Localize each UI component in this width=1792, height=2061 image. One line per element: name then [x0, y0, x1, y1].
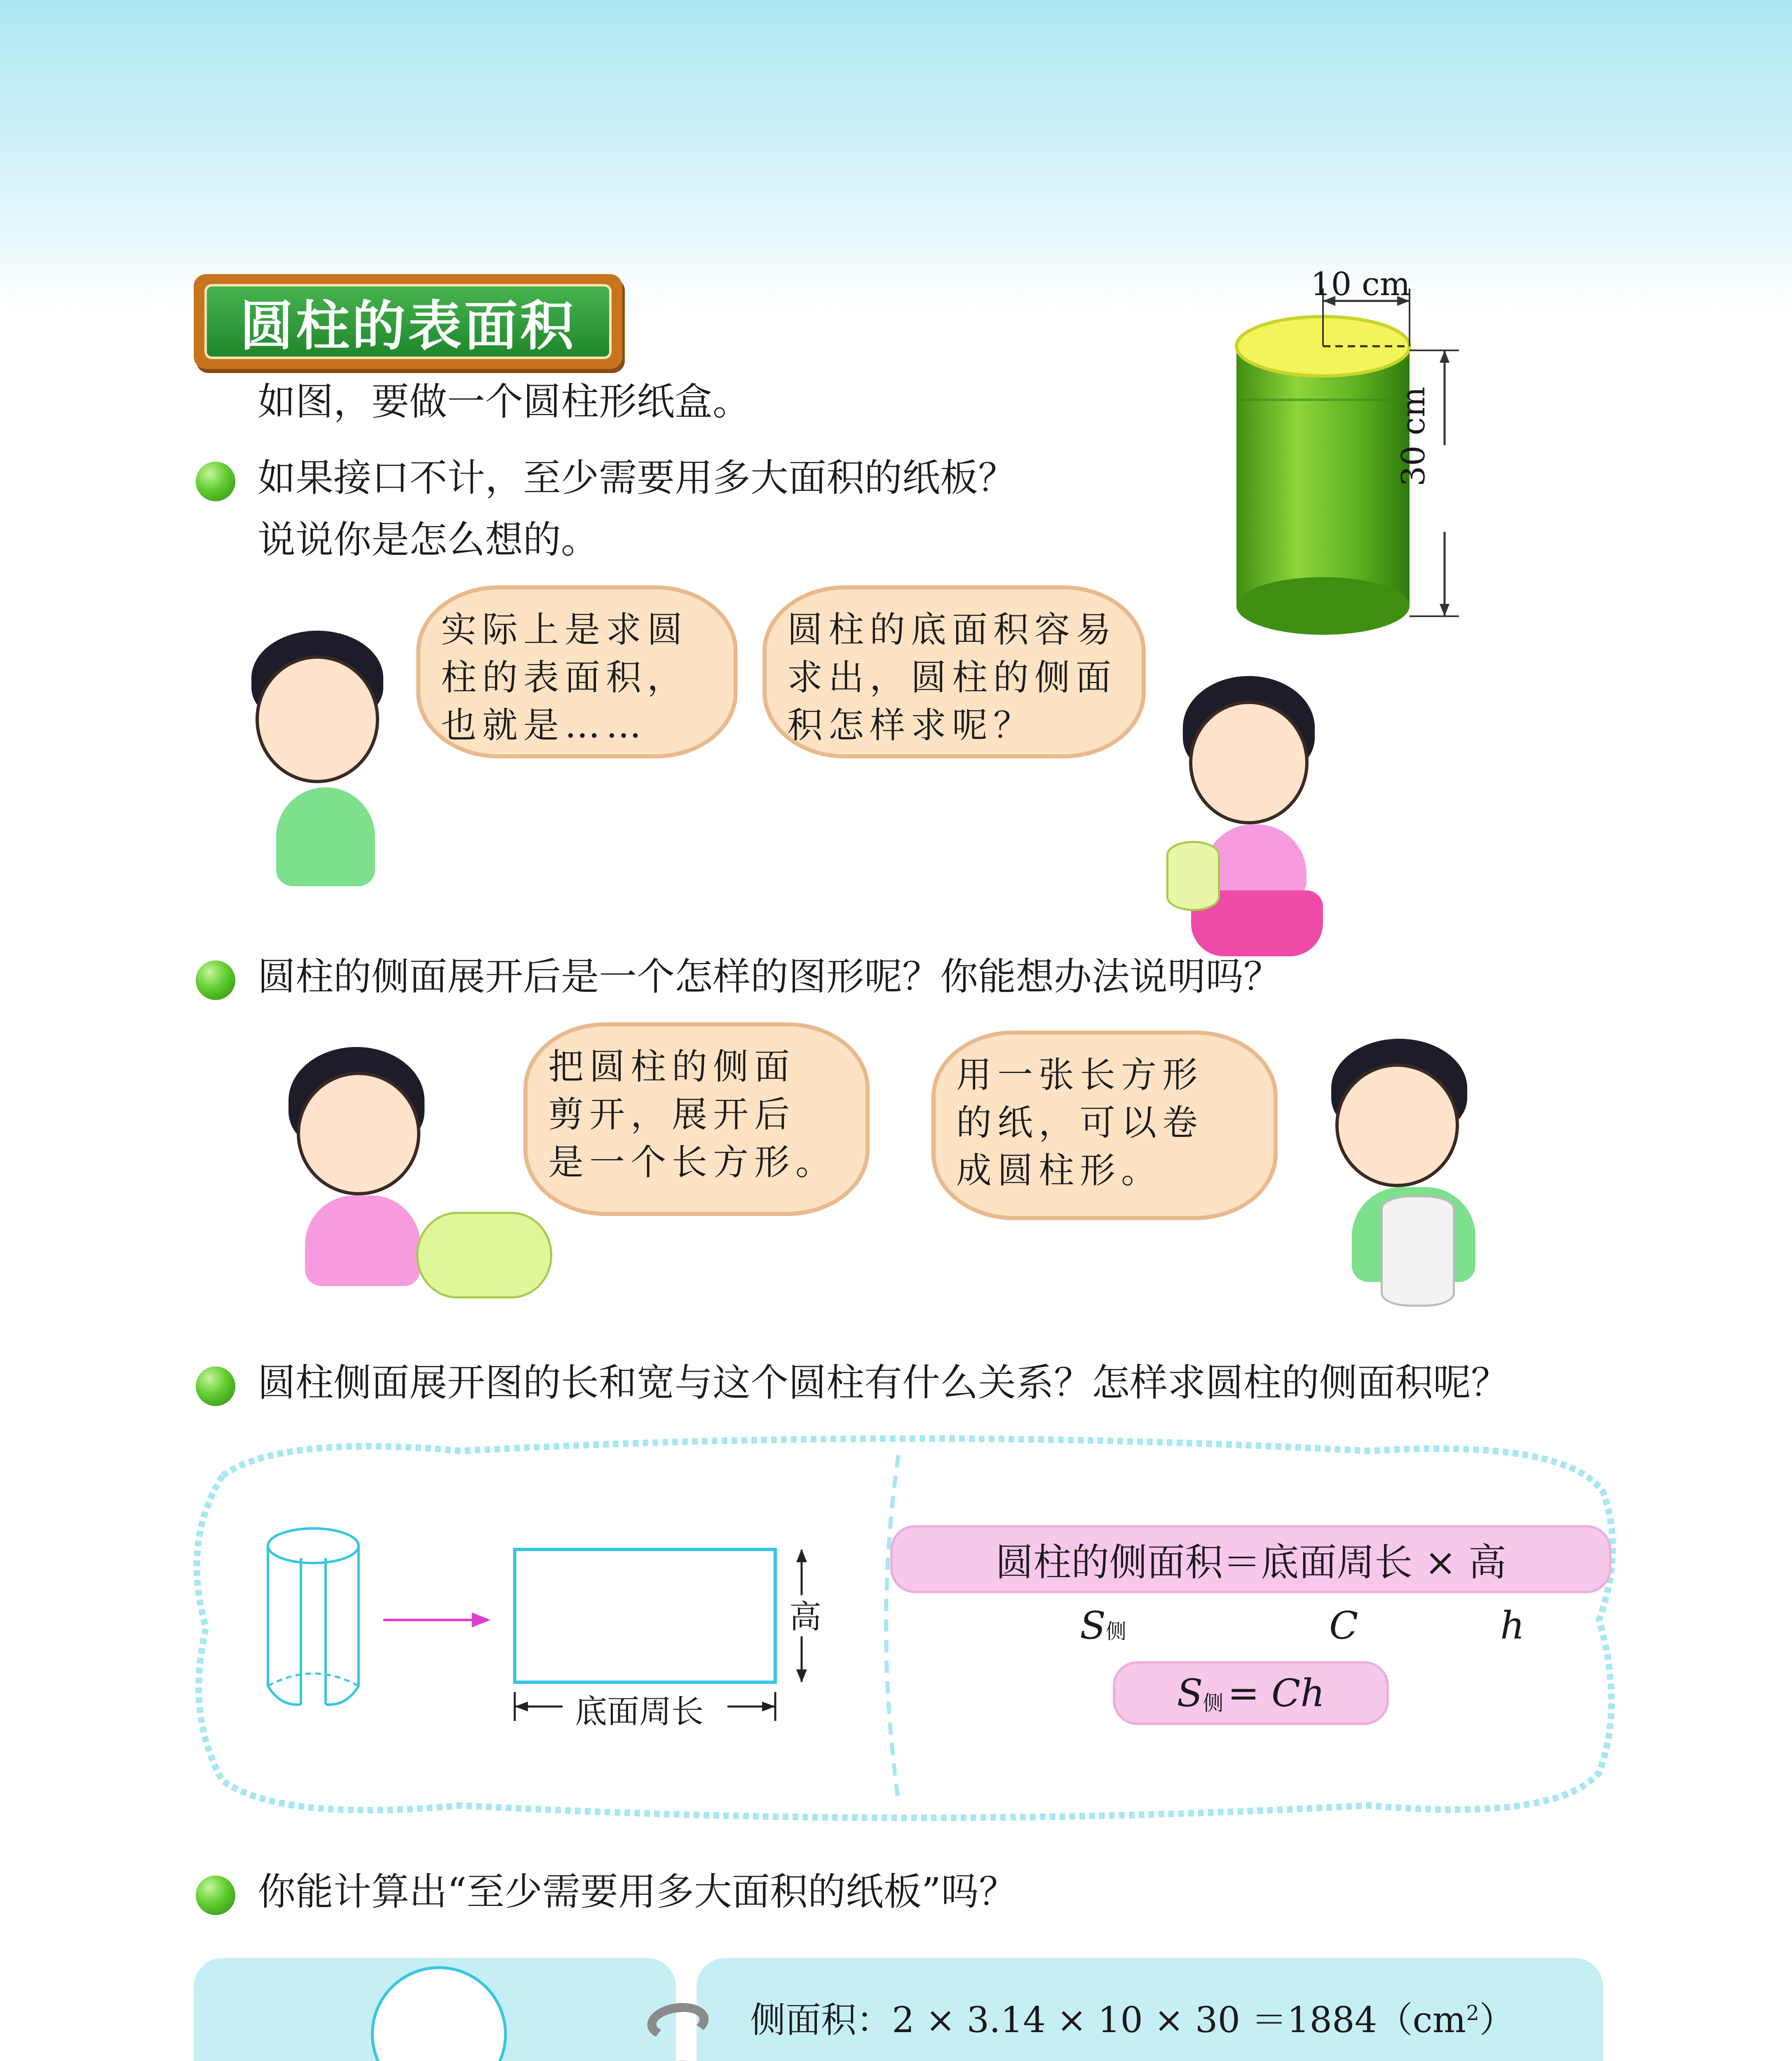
question-bullet-icon [196, 1876, 235, 1915]
boy-illustration [235, 631, 408, 903]
bubble-text: 是一个长方形。 [548, 1142, 837, 1183]
section-title: 圆柱的表面积 [204, 284, 612, 359]
question-2: 圆柱的侧面展开后是一个怎样的图形呢？你能想办法说明吗？ [258, 955, 1282, 999]
net-panel [194, 1958, 676, 2061]
side-area-close: ） [1479, 2000, 1515, 2041]
question-bullet-icon [196, 960, 235, 1000]
formula-equation [1113, 1661, 1389, 1725]
bubble-text: 积怎样求呢？ [787, 705, 1034, 746]
bubble-text: 求出，圆柱的侧面 [787, 657, 1117, 699]
question-bullet-icon [196, 462, 235, 501]
symbol-s: S [1080, 1603, 1106, 1648]
girl-illustration [1166, 676, 1339, 956]
bubble-text: 也就是…… [441, 705, 647, 746]
formula-symbol-c: C [1329, 1603, 1358, 1648]
eq-s: S [1177, 1671, 1203, 1715]
side-area-expression: 2 × 3.14 × 10 × 30 ＝1884（cm [892, 2000, 1466, 2041]
eq-subscript: 侧 [1203, 1691, 1224, 1715]
bubble-text: 剪开，展开后 [548, 1094, 795, 1136]
question-3: 圆柱侧面展开图的长和宽与这个圆柱有什么关系？怎样求圆柱的侧面积呢？ [258, 1361, 1509, 1405]
notebook-rings [639, 2003, 721, 2061]
header-band [0, 0, 1792, 313]
cylinder-body [1236, 346, 1410, 606]
unrolled-rectangle [513, 1548, 777, 1684]
eq-rhs: = Ch [1227, 1671, 1325, 1715]
bubble-text: 成圆柱形。 [956, 1150, 1162, 1192]
bubble-text: 的纸，可以卷 [956, 1102, 1203, 1144]
symbol-subscript: 侧 [1106, 1620, 1127, 1643]
ring-icon [645, 2057, 711, 2061]
speech-bubble-boy-1 [416, 585, 738, 758]
formula-words: 圆柱的侧面积＝底面周长 × 高 [890, 1525, 1611, 1593]
question-1-line-1: 如果接口不计，至少需要用多大面积的纸板？ [258, 456, 1016, 500]
question-1-line-2: 说说你是怎么想的。 [258, 518, 599, 562]
formula-symbol-h: h [1500, 1603, 1525, 1648]
question-bullet-icon [196, 1366, 235, 1406]
cylinder-bottom [1236, 577, 1410, 635]
speech-bubble-boy-2 [931, 1030, 1278, 1220]
arrow-right-icon [379, 1608, 495, 1632]
unit-superscript: 2 [1466, 2001, 1479, 2025]
section-title-plaque [194, 274, 622, 369]
girl-cutting-illustration [280, 1047, 561, 1303]
intro-text: 如图，要做一个圆柱形纸盒。 [258, 380, 751, 424]
open-cylinder-diagram [251, 1521, 375, 1715]
bubble-text: 实际上是求圆 [441, 609, 688, 650]
cylinder-illustration [1212, 264, 1500, 660]
bubble-text: 把圆柱的侧面 [548, 1046, 795, 1087]
side-area-row [750, 1999, 1515, 2042]
diagram-base-label: 底面周长 [575, 1693, 704, 1730]
ring-icon [645, 1999, 711, 2045]
boy-rolling-illustration [1319, 1039, 1500, 1303]
diameter-label: 10 cm [1311, 266, 1410, 303]
net-top-circle [371, 1966, 507, 2061]
bubble-text: 柱的表面积， [441, 657, 688, 699]
speech-bubble-girl-1 [762, 585, 1146, 758]
bubble-text: 用一张长方形 [956, 1054, 1203, 1096]
height-label: 30 cm [1395, 387, 1432, 486]
diagram-height-label: 高 [789, 1599, 822, 1636]
question-4: 你能计算出“至少需要用多大面积的纸板”吗？ [258, 1870, 1017, 1914]
bubble-text: 圆柱的底面积容易 [787, 609, 1117, 650]
formula-symbol-s [1080, 1603, 1126, 1648]
speech-bubble-girl-2 [523, 1022, 870, 1216]
side-area-label: 侧面积： [750, 2000, 892, 2041]
